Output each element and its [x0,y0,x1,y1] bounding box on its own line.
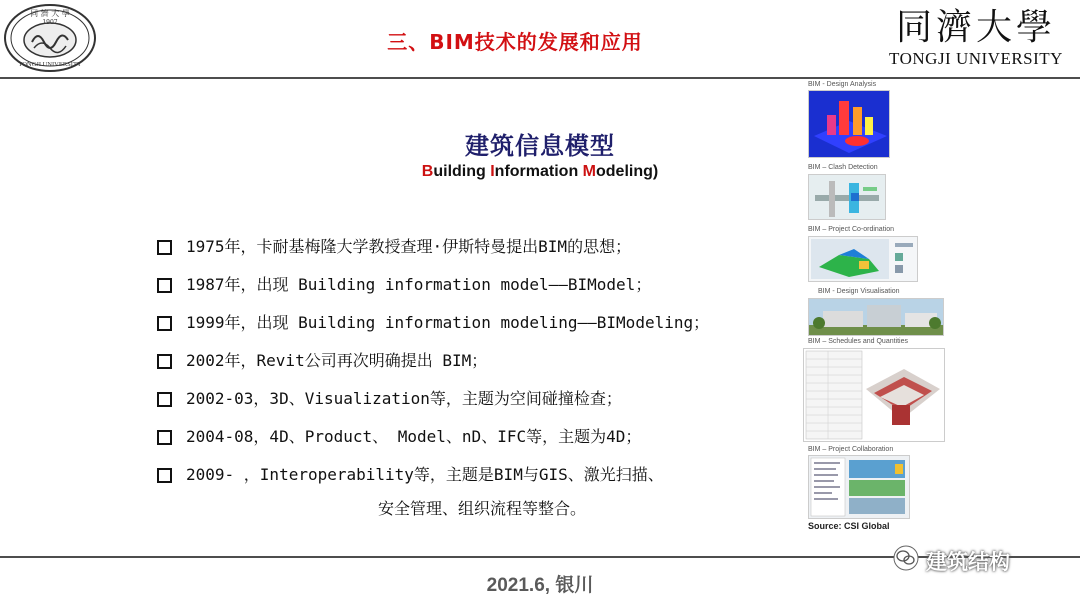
list-item [157,342,777,380]
list-item [157,304,777,342]
heading-en-part: odeling) [596,163,659,180]
timeline-bullet-list [157,228,777,494]
caption-design-analysis: BIM - Design Analysis [808,81,877,88]
list-item [157,380,777,418]
wechat-icon [893,545,919,571]
heading-en-part: uilding [433,163,491,180]
bullet-text: 2002年，Revit公司再次明确提出 BIM； [186,351,488,370]
university-seal-logo [2,2,99,74]
square-bullet-icon [157,468,172,483]
square-bullet-icon [157,278,172,293]
caption-project-coordination: BIM – Project Co-ordination [808,226,894,233]
list-item [157,266,777,304]
university-name-en: TONGJI UNIVERSITY [889,49,1063,68]
svg-text:1907: 1907 [42,19,58,26]
square-bullet-icon [157,354,172,369]
schedules-quantities-image [803,348,945,442]
heading-en-part: M [582,163,596,180]
footer-date-location: 2021.6, 银川 [486,575,594,596]
square-bullet-icon [157,392,172,407]
square-bullet-icon [157,240,172,255]
bullet-text: 1999年，出现 Building information modeling——BIModeling； [186,313,710,332]
bullet-text: 2002-03，3D、Visualization等，主题为空间碰撞检查； [186,389,622,408]
university-name-cn: 同濟大學 [895,7,1056,48]
caption-project-collaboration: BIM – Project Collaboration [808,446,894,453]
square-bullet-icon [157,316,172,331]
heading-en-part: I [490,163,495,180]
caption-clash-detection: BIM – Clash Detection [808,164,878,171]
caption-schedules-quantities: BIM – Schedules and Quantities [808,338,909,345]
main-heading-en [360,163,720,181]
header-divider [0,77,1080,79]
svg-text:同 濟 大 學: 同 濟 大 學 [30,9,70,18]
list-item [157,418,777,456]
design-visualisation-image [808,298,944,336]
bullet-continuation: 安全管理、组织流程等整合。 [378,499,587,518]
svg-text:TONGJI UNIVERSITY: TONGJI UNIVERSITY [18,61,82,68]
clash-detection-image [808,174,886,220]
main-heading-cn: 建筑信息模型 [465,132,615,160]
project-coordination-image [808,236,918,282]
slide-title: 三、BIM技术的发展和应用 [387,30,643,54]
project-collaboration-image [808,455,910,519]
account-name: 建筑结构 [926,550,1010,574]
caption-design-visualisation: BIM - Design Visualisation [818,288,900,295]
image-source-note: Source: CSI Global [808,521,890,531]
bullet-text: 2004-08，4D、Product、 Model、nD、IFC等，主题为4D； [186,427,642,446]
heading-en-part: B [421,163,434,180]
bullet-text: 1987年，出现 Building information model——BIModel； [186,275,652,294]
list-item [157,228,777,266]
bullet-text: 1975年，卡耐基梅隆大学教授查理·伊斯特曼提出BIM的思想； [186,237,632,256]
bullet-text: 2009- ，Interoperability等，主题是BIM与GIS、激光扫描、 [186,465,664,484]
square-bullet-icon [157,430,172,445]
list-item [157,456,777,494]
heading-en-part: nformation [494,163,583,180]
design-analysis-image [808,90,890,158]
